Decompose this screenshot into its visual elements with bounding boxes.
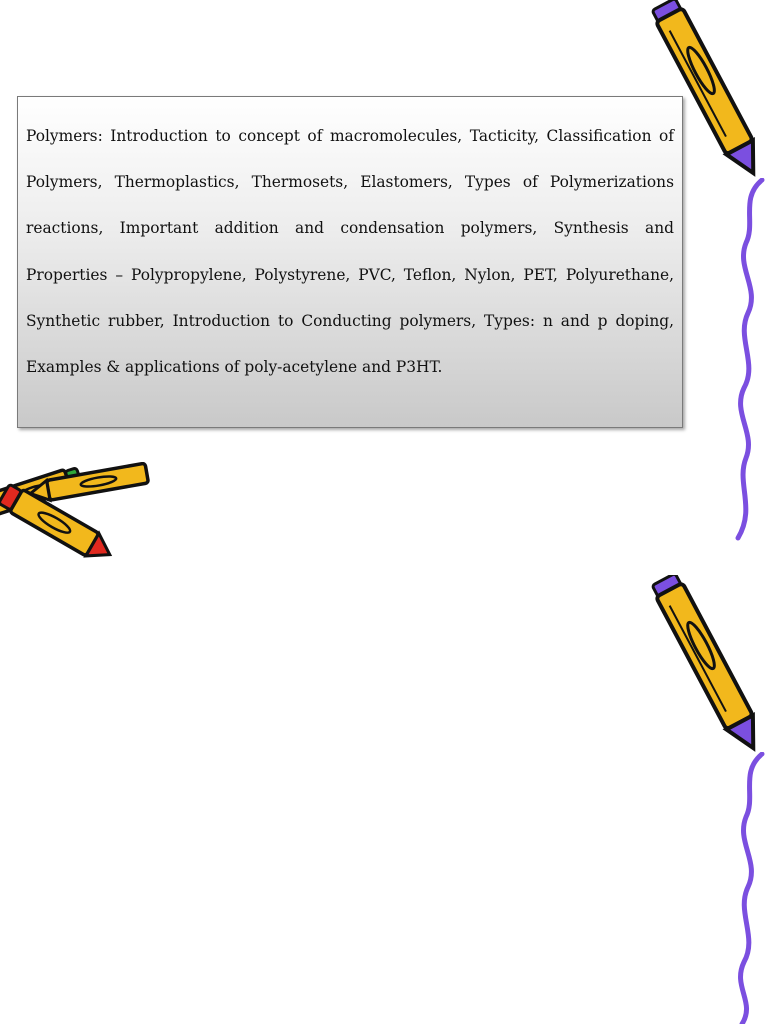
syllabus-box — [17, 96, 683, 428]
pencil-icon-bottom — [640, 575, 760, 760]
syllabus-text: Polymers: Introduction to concept of macromolecules, Tacticity, Classification of Polymers, Thermoplastics, Thermosets, Elastomers, Types of Polymerizations reactions, Important addition and condensation polymers, Synthesis and Properties – Polypropylene, Polystyrene, PVC, Teflon, Nylon, PET, Polyurethane, Synthetic rubber, Introduction to Conducting polymers, Types: n and p doping, Examples & applications of poly-acetylene and P3HT. — [26, 127, 674, 377]
pencil-icon-top — [640, 0, 760, 185]
wavy-line-bottom — [722, 752, 768, 1024]
wavy-line-top — [722, 178, 768, 543]
crossed-pencils-icon — [0, 462, 155, 574]
